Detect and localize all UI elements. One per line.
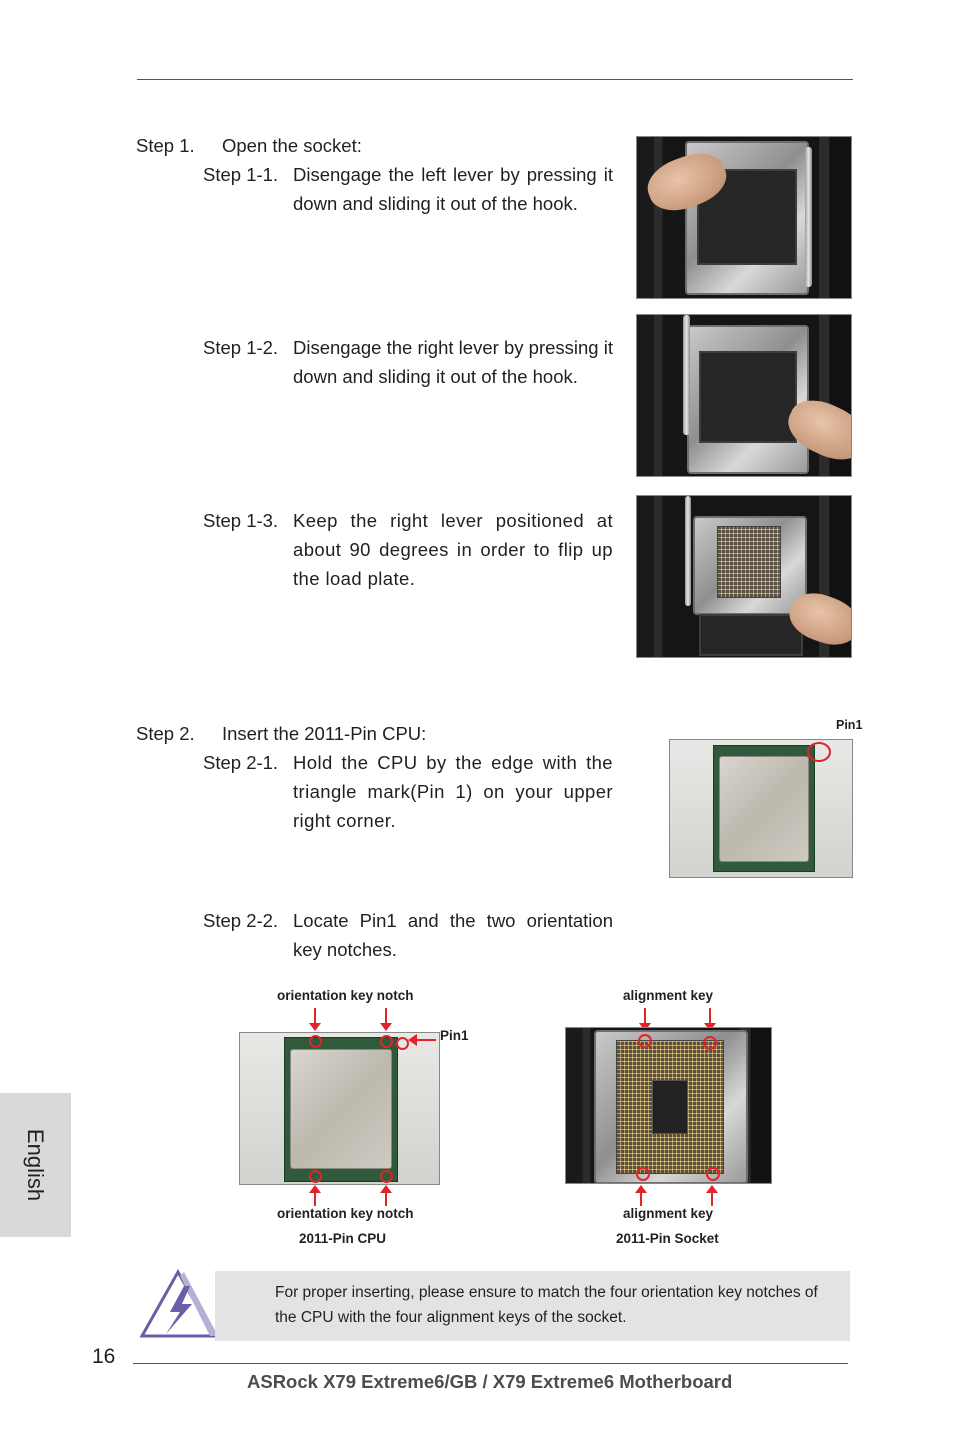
socket-bottom-arrow-right: [711, 1192, 713, 1206]
step2-1-text: Hold the CPU by the edge with the triangle mark(Pin 1) on your upper right corner.: [293, 752, 613, 831]
cpu-top-arrow-right: [385, 1008, 387, 1024]
step2-2-label: Step 2-2.: [203, 910, 279, 931]
cpu-bottom-arrow-left: [314, 1192, 316, 1206]
socket-key-circle-tl: [638, 1034, 652, 1048]
header-rule: [137, 79, 853, 80]
cpu-notch-circle-bl: [309, 1170, 322, 1183]
note-box: [215, 1271, 850, 1341]
cpu-pin1-arrow: [416, 1039, 436, 1041]
footer-title: ASRock X79 Extreme6/GB / X79 Extreme6 Motherboard: [247, 1371, 733, 1392]
pin1-label-top: Pin1: [836, 718, 863, 732]
warning-icon: [140, 1268, 218, 1340]
photo-step1-3: [636, 495, 852, 658]
socket-caption: 2011-Pin Socket: [616, 1231, 719, 1246]
cpu-bottom-label: orientation key notch: [277, 1206, 414, 1221]
socket-top-label: alignment key: [623, 988, 714, 1003]
step1-label: Step 1.: [136, 135, 195, 156]
cpu-notch-circle-tr: [380, 1035, 393, 1048]
photo-step1-1: [636, 136, 852, 299]
step1-title: Open the socket:: [222, 135, 362, 156]
cpu-notch-circle-br: [380, 1170, 393, 1183]
note-text: For proper inserting, please ensure to match the four orientation key notches of the CPU with the four alignment keys of the socket.: [275, 1284, 818, 1326]
photo-cpu-diagram: [239, 1032, 440, 1185]
step2-1-label: Step 2-1.: [203, 752, 279, 773]
cpu-pin1-arrowhead: [408, 1034, 417, 1046]
step2-label: Step 2.: [136, 723, 195, 744]
photo-socket-diagram: [565, 1027, 772, 1184]
page-number: 16: [92, 1345, 116, 1368]
socket-center-void: [652, 1080, 688, 1134]
footer-rule: [133, 1363, 848, 1364]
photo-step1-2: [636, 314, 852, 477]
step1-1-text: Disengage the left lever by pressing it down and sliding it out of the hook.: [293, 164, 613, 214]
cpu-top-arrow-left: [314, 1008, 316, 1024]
step2-title: Insert the 2011-Pin CPU:: [222, 723, 427, 744]
cpu-caption: 2011-Pin CPU: [299, 1231, 387, 1246]
step2-2-text: Locate Pin1 and the two orientation key notches.: [293, 910, 613, 960]
socket-top-arrow-right: [709, 1008, 711, 1024]
cpu-notch-circle-tl: [309, 1035, 322, 1048]
cpu-pin1-label: Pin1: [440, 1028, 469, 1043]
step1-3-label: Step 1-3.: [203, 510, 279, 531]
step1-2-label: Step 1-2.: [203, 337, 279, 358]
language-tab-label: English: [23, 1128, 48, 1202]
socket-key-circle-br: [706, 1167, 720, 1181]
step1-3-text: Keep the right lever positioned at about 90 degrees in order to flip up the load plate.: [293, 510, 613, 589]
pin1-marker-circle: [807, 742, 831, 762]
cpu-bottom-arrow-right: [385, 1192, 387, 1206]
step1-2-text: Disengage the right lever by pressing it down and sliding it out of the hook.: [293, 337, 613, 387]
socket-key-circle-bl: [636, 1167, 650, 1181]
socket-key-circle-tr: [703, 1036, 717, 1050]
socket-top-arrow-left: [644, 1008, 646, 1024]
cpu-top-label: orientation key notch: [277, 988, 414, 1003]
language-tab: [0, 1093, 71, 1237]
step1-1-label: Step 1-1.: [203, 164, 279, 185]
socket-bottom-arrow-left: [640, 1192, 642, 1206]
photo-cpu-pin1: [669, 739, 853, 878]
socket-bottom-label: alignment key: [623, 1206, 714, 1221]
